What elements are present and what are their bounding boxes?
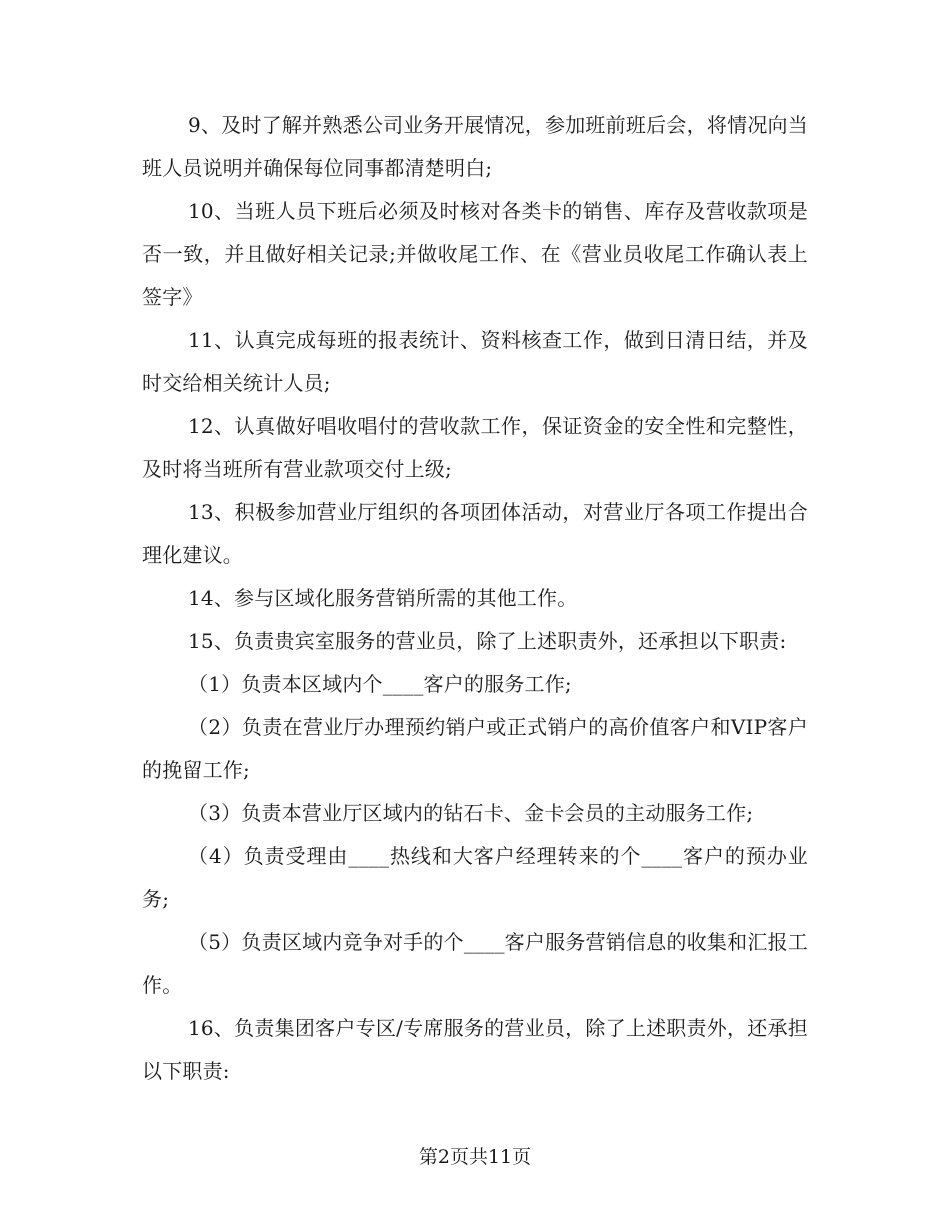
sub-item-5: （5）负责区域内竞争对手的个____客户服务营销信息的收集和汇报工作。 <box>142 930 808 997</box>
sub-item-3: （3）负责本营业厅区域内的钻石卡、金卡会员的主动服务工作; <box>188 801 754 825</box>
paragraph-item-16: 16、负责集团客户专区/专席服务的营业员，除了上述职责外，还承担以下职责: <box>142 1016 808 1083</box>
paragraph-item-9: 9、及时了解并熟悉公司业务开展情况，参加班前班后会，将情况向当班人员说明并确保每位同事都清楚明白; <box>142 113 808 180</box>
sub-item-2: （2）负责在营业厅办理预约销户或正式销户的高价值客户和VIP客户的挽留工作; <box>142 715 808 782</box>
page-number: 第2页共11页 <box>418 1146 532 1168</box>
paragraph-item-11: 11、认真完成每班的报表统计、资料核查工作，做到日清日结，并及时交给相关统计人员; <box>142 328 808 395</box>
paragraph-item-14: 14、参与区域化服务营销所需的其他工作。 <box>188 586 578 610</box>
paragraph-item-13: 13、积极参加营业厅组织的各项团体活动，对营业厅各项工作提出合理化建议。 <box>142 500 808 567</box>
paragraph-item-12: 12、认真做好唱收唱付的营收款工作，保证资金的安全性和完整性，及时将当班所有营业款项交付上级; <box>142 414 808 481</box>
document-body <box>142 104 808 1093</box>
sub-item-1: （1）负责本区域内个____客户的服务工作; <box>188 672 572 696</box>
sub-item-4: （4）负责受理由____热线和大客户经理转来的个____客户的预办业务; <box>142 844 808 911</box>
paragraph-item-10: 10、当班人员下班后必须及时核对各类卡的销售、库存及营收款项是否一致，并且做好相关记录;并做收尾工作、在《营业员收尾工作确认表上签字》 <box>142 199 808 309</box>
paragraph-item-15: 15、负责贵宾室服务的营业员，除了上述职责外，还承担以下职责: <box>188 629 787 653</box>
